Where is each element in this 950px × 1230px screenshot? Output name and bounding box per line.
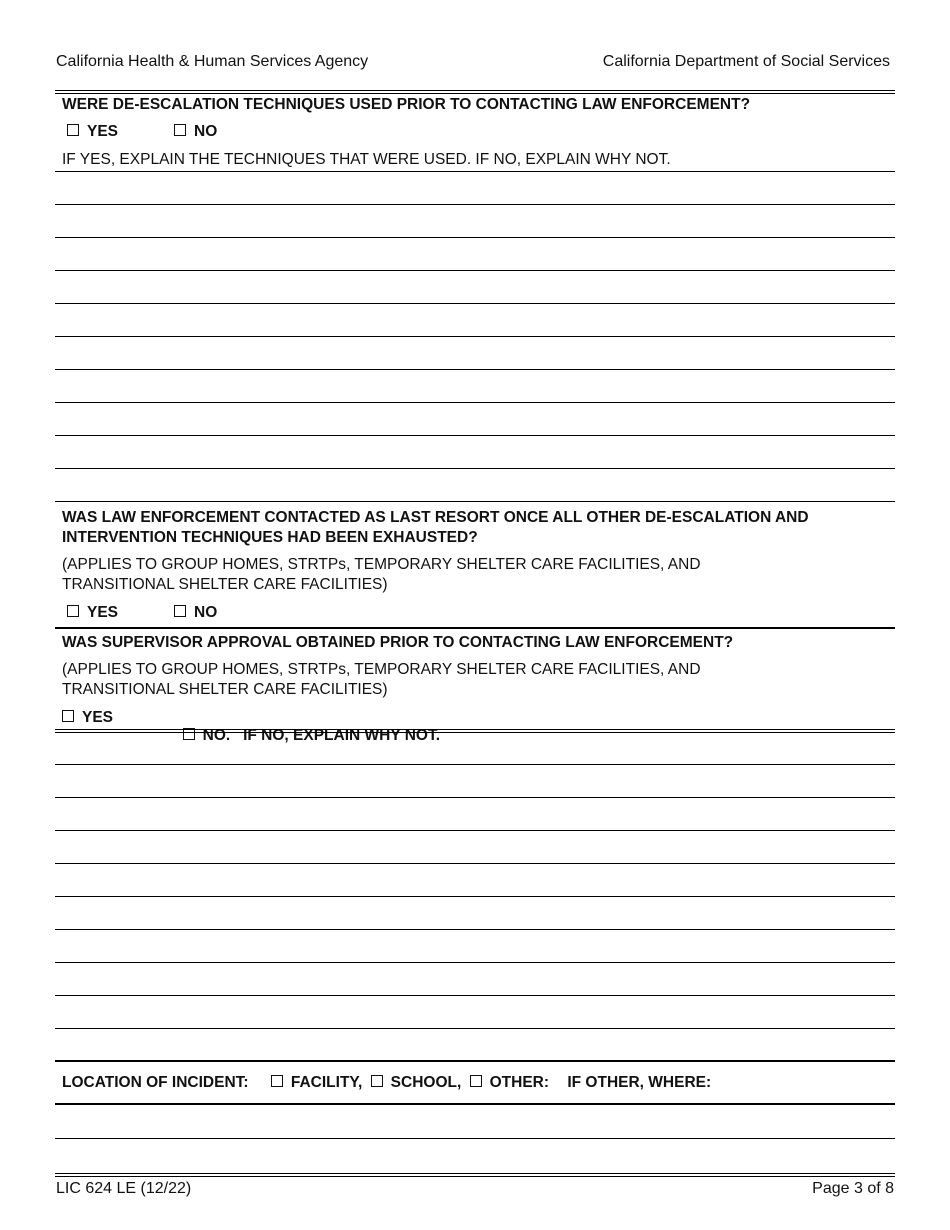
q2-yes-label: YES [87, 604, 119, 621]
facility-checkbox[interactable] [271, 1075, 283, 1087]
q3-rule [55, 729, 895, 733]
q1-answer-line[interactable] [55, 204, 895, 205]
q1-no-option[interactable] [174, 123, 217, 141]
q3-answer-line[interactable] [55, 1028, 895, 1029]
q3-yes-label: YES [82, 709, 114, 726]
form-id: LIC 624 LE (12/22) [56, 1180, 192, 1197]
facility-label: FACILITY, [290, 1074, 363, 1091]
bottom-rule [55, 1173, 895, 1177]
q1-yes-label: YES [87, 123, 119, 140]
q1-answer-line[interactable] [55, 435, 895, 436]
q1-no-checkbox[interactable] [174, 124, 186, 136]
q2-question: WAS LAW ENFORCEMENT CONTACTED AS LAST RESORT ONCE ALL OTHER DE-ESCALATION AND INTERVENTION TECHNIQUES HAD BEEN EXHAUSTED? [62, 509, 809, 546]
q1-answer-line[interactable] [55, 501, 895, 502]
facility-option[interactable] [271, 1074, 362, 1092]
q3-question: WAS SUPERVISOR APPROVAL OBTAINED PRIOR TO CONTACTING LAW ENFORCEMENT? [62, 634, 734, 651]
q3-no-label: NO. IF NO, EXPLAIN WHY NOT. [202, 727, 441, 744]
other-label: OTHER: [489, 1074, 550, 1091]
q2-no-label: NO [194, 604, 218, 621]
location-divider [55, 1103, 895, 1105]
header-agency: California Health & Human Services Agency [56, 53, 369, 70]
q2-no-option[interactable] [174, 604, 217, 622]
q1-answer-line[interactable] [55, 468, 895, 469]
section-divider [55, 1060, 895, 1062]
school-label: SCHOOL, [390, 1074, 462, 1091]
q1-answer-line[interactable] [55, 171, 895, 172]
q3-answer-line[interactable] [55, 896, 895, 897]
q3-yes-checkbox[interactable] [62, 710, 74, 722]
q3-answer-line[interactable] [55, 962, 895, 963]
page-number: Page 3 of 8 [812, 1180, 894, 1197]
section-divider [55, 627, 895, 629]
location-label: LOCATION OF INCIDENT: [62, 1074, 249, 1091]
other-where-label: IF OTHER, WHERE: [567, 1074, 712, 1091]
location-answer-line[interactable] [55, 1138, 895, 1139]
school-checkbox[interactable] [371, 1075, 383, 1087]
q3-no-option[interactable] [174, 709, 440, 745]
q1-yes-option[interactable] [67, 123, 118, 141]
q3-answer-line[interactable] [55, 863, 895, 864]
q2-yes-option[interactable] [67, 604, 118, 622]
q3-answer-line[interactable] [55, 797, 895, 798]
q1-no-label: NO [194, 123, 218, 140]
q2-yes-checkbox[interactable] [67, 605, 79, 617]
q1-answer-line[interactable] [55, 303, 895, 304]
q1-answer-line[interactable] [55, 270, 895, 271]
other-checkbox[interactable] [470, 1075, 482, 1087]
q3-answer-line[interactable] [55, 764, 895, 765]
q3-answer-line[interactable] [55, 929, 895, 930]
q2-no-checkbox[interactable] [174, 605, 186, 617]
other-option[interactable] [470, 1074, 549, 1092]
q3-yes-option[interactable] [62, 709, 113, 727]
location-row [62, 1074, 711, 1092]
q2-applies: (APPLIES TO GROUP HOMES, STRTPs, TEMPORARY SHELTER CARE FACILITIES, AND TRANSITIONAL SHELTER CARE FACILITIES) [62, 556, 701, 593]
top-rule [55, 90, 895, 94]
q1-instruction: IF YES, EXPLAIN THE TECHNIQUES THAT WERE USED. IF NO, EXPLAIN WHY NOT. [62, 151, 671, 168]
q1-answer-line[interactable] [55, 336, 895, 337]
q1-yes-checkbox[interactable] [67, 124, 79, 136]
school-option[interactable] [371, 1074, 462, 1092]
q3-answer-line[interactable] [55, 830, 895, 831]
q1-answer-line[interactable] [55, 369, 895, 370]
q1-answer-line[interactable] [55, 402, 895, 403]
q3-answer-line[interactable] [55, 995, 895, 996]
q1-question: WERE DE-ESCALATION TECHNIQUES USED PRIOR TO CONTACTING LAW ENFORCEMENT? [62, 96, 751, 113]
q3-applies: (APPLIES TO GROUP HOMES, STRTPs, TEMPORARY SHELTER CARE FACILITIES, AND TRANSITIONAL SHELTER CARE FACILITIES) [62, 661, 701, 698]
header-department: California Department of Social Services [602, 53, 890, 70]
q1-answer-line[interactable] [55, 237, 895, 238]
